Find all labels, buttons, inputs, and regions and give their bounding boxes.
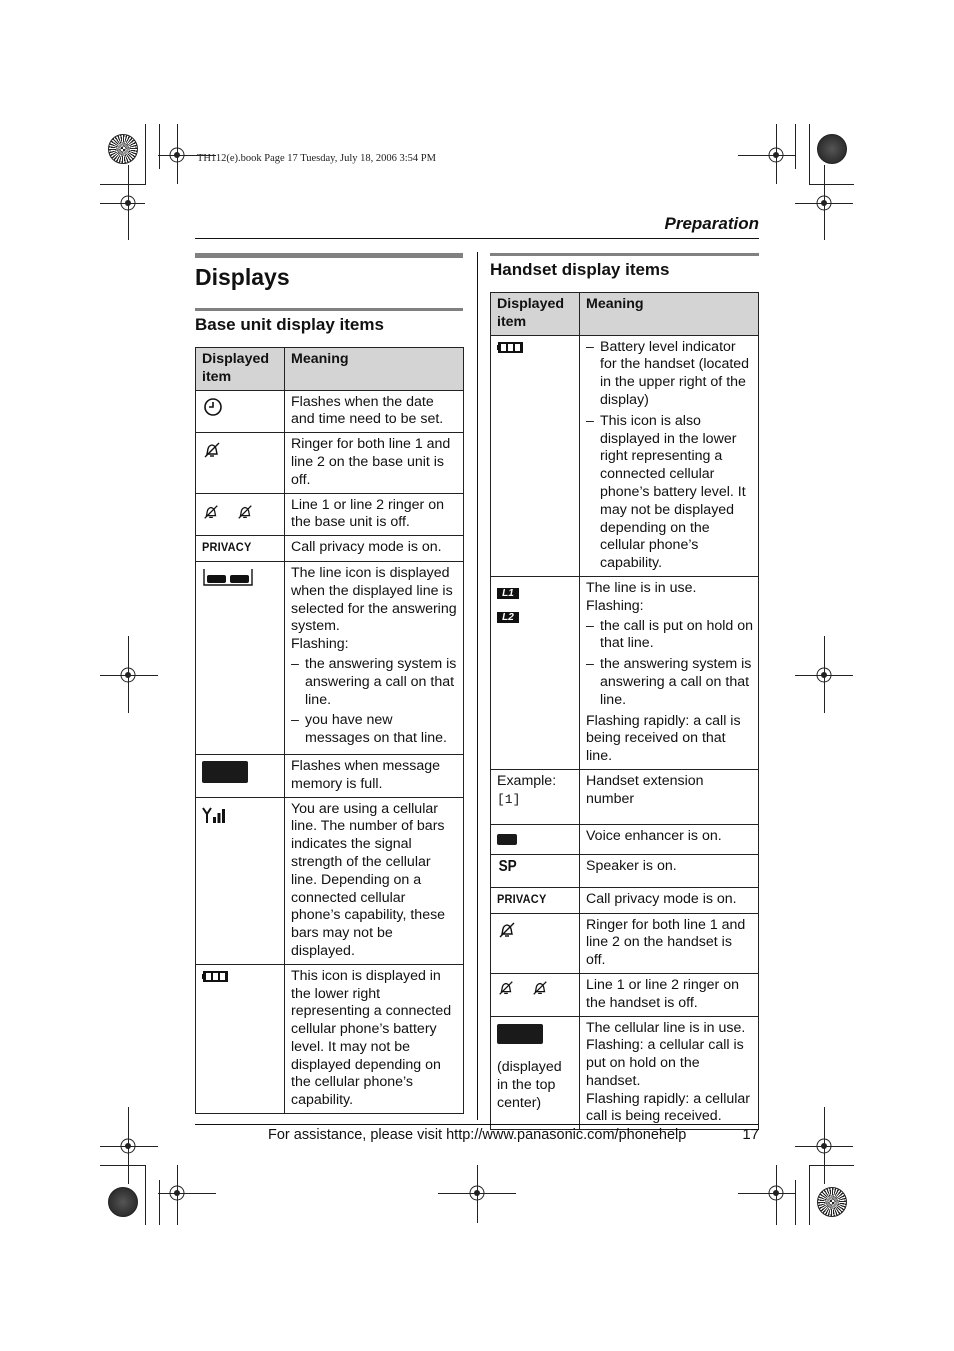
footer-rule bbox=[195, 1124, 759, 1125]
privacy-icon: PRIVACY bbox=[202, 541, 252, 555]
gray-target-icon bbox=[108, 1187, 138, 1217]
speaker-icon: SP bbox=[498, 857, 517, 875]
book-file-header: TH112(e).book Page 17 Tuesday, July 18, 2006 3:54 PM bbox=[197, 153, 436, 164]
extension-number-icon: [1] bbox=[497, 791, 521, 807]
page-title: Displays bbox=[195, 264, 290, 290]
section-bar bbox=[490, 253, 759, 256]
table-row: PRIVACY Call privacy mode is on. bbox=[491, 887, 759, 913]
registration-mark-icon bbox=[765, 144, 787, 166]
registration-mark-icon bbox=[466, 1182, 488, 1204]
starburst-target-icon bbox=[108, 134, 138, 164]
column-divider bbox=[477, 252, 478, 1120]
list-item: – Battery level indicator for the handset (located in the upper right of the display) bbox=[586, 338, 750, 408]
handset-heading: Handset display items bbox=[490, 260, 670, 279]
table-row: Line 1 or line 2 ringer on the base unit is off. bbox=[196, 493, 464, 536]
battery-icon bbox=[202, 970, 230, 984]
assistance-text: For assistance, please visit http://www.panasonic.com/phonehelp bbox=[268, 1127, 687, 1143]
line2-icon: L2 bbox=[497, 612, 519, 623]
table-row: Flashes when message memory is full. bbox=[196, 754, 464, 797]
base-display-table bbox=[195, 347, 464, 1114]
registration-mark-icon bbox=[166, 144, 188, 166]
base-unit-heading: Base unit display items bbox=[195, 315, 384, 334]
line2-ringer-off-icon bbox=[236, 503, 254, 521]
table-row bbox=[491, 335, 759, 576]
page-number: 17 bbox=[742, 1126, 759, 1143]
line1-icon: L1 bbox=[497, 588, 519, 599]
table-row: Line 1 or line 2 ringer on the handset is off. bbox=[491, 973, 759, 1016]
line1-ringer-off-icon bbox=[497, 979, 515, 997]
list-item: – the call is put on hold on that line. bbox=[586, 617, 754, 652]
cellular-signal-icon bbox=[202, 805, 226, 825]
table-row: Flashes when the date and time need to be set. bbox=[196, 390, 464, 433]
table-row: This icon is displayed in the lower right representing a connected cellular phone’s battery level. It may not be displayed depending on the cellular phone’s capability. bbox=[196, 964, 464, 1113]
cellular-line-icon bbox=[497, 1024, 543, 1044]
running-head: Preparation bbox=[664, 214, 759, 233]
registration-mark-icon bbox=[813, 1135, 835, 1157]
table-row: Example: [1] Handset extension number bbox=[491, 769, 759, 824]
col-header-displayed-item: Displayed item bbox=[196, 348, 285, 391]
registration-mark-icon bbox=[813, 192, 835, 214]
line2-ringer-off-icon bbox=[531, 979, 549, 997]
clock-icon bbox=[202, 396, 224, 418]
registration-mark-icon bbox=[117, 664, 139, 686]
table-row: SP Speaker is on. bbox=[491, 854, 759, 887]
table-row: Ringer for both line 1 and line 2 on the handset is off. bbox=[491, 913, 759, 973]
list-item: – you have new messages on that line. bbox=[291, 712, 447, 747]
voice-enhancer-icon bbox=[497, 834, 517, 845]
line1-ringer-off-icon bbox=[202, 503, 220, 521]
ringer-off-icon bbox=[497, 920, 517, 940]
table-row: L1 L2 The line is in use. Flashing: – the call is put on hold on that line. – the answering system is answering a call on that line. Flashing rapidly: a call is being received on that line. bbox=[491, 576, 759, 769]
table-row: PRIVACY Call privacy mode is on. bbox=[196, 536, 464, 562]
handset-display-table bbox=[490, 292, 759, 1130]
table-row: (displayed in the top center) The cellular line is in use. Flashing: a cellular call is put on hold on the handset. Flashing rapidly: a cellular call is being received. bbox=[491, 1016, 759, 1130]
list-item: – This icon is also displayed in the lower right representing a connected cellular phone’s battery level. It may not be displayed depending on the cellular phone’s capability. bbox=[586, 412, 746, 572]
col-header-meaning: Meaning bbox=[580, 293, 759, 336]
gray-target-icon bbox=[817, 134, 847, 164]
col-header-meaning: Meaning bbox=[285, 348, 464, 391]
starburst-target-icon bbox=[817, 1187, 847, 1217]
list-item: – the answering system is answering a call on that line. bbox=[291, 655, 457, 708]
registration-mark-icon bbox=[765, 1182, 787, 1204]
table-row: You are using a cellular line. The number of bars indicates the signal strength of the cellular line. Depending on a connected cellular phone’s capability, these bars may not be displayed. bbox=[196, 797, 464, 964]
col-header-displayed-item: Displayed item bbox=[491, 293, 580, 336]
section-bar bbox=[195, 308, 463, 311]
registration-mark-icon bbox=[166, 1182, 188, 1204]
table-row: The line icon is displayed when the displayed line is selected for the answering system. Flashing: – the answering system is answering a call on that line. – you have new messages on that line. bbox=[196, 561, 464, 754]
battery-icon bbox=[497, 341, 525, 355]
table-row: Voice enhancer is on. bbox=[491, 824, 759, 854]
registration-mark-icon bbox=[117, 192, 139, 214]
registration-mark-icon bbox=[117, 1135, 139, 1157]
memory-full-icon bbox=[202, 761, 248, 783]
title-bar bbox=[195, 253, 463, 258]
list-item: – the answering system is answering a call on that line. bbox=[586, 656, 752, 708]
table-row: Ringer for both line 1 and line 2 on the base unit is off. bbox=[196, 433, 464, 493]
header-rule bbox=[195, 238, 759, 239]
registration-mark-icon bbox=[813, 664, 835, 686]
ringer-off-icon bbox=[202, 440, 222, 460]
privacy-icon: PRIVACY bbox=[497, 893, 547, 907]
line-icon bbox=[202, 567, 254, 589]
